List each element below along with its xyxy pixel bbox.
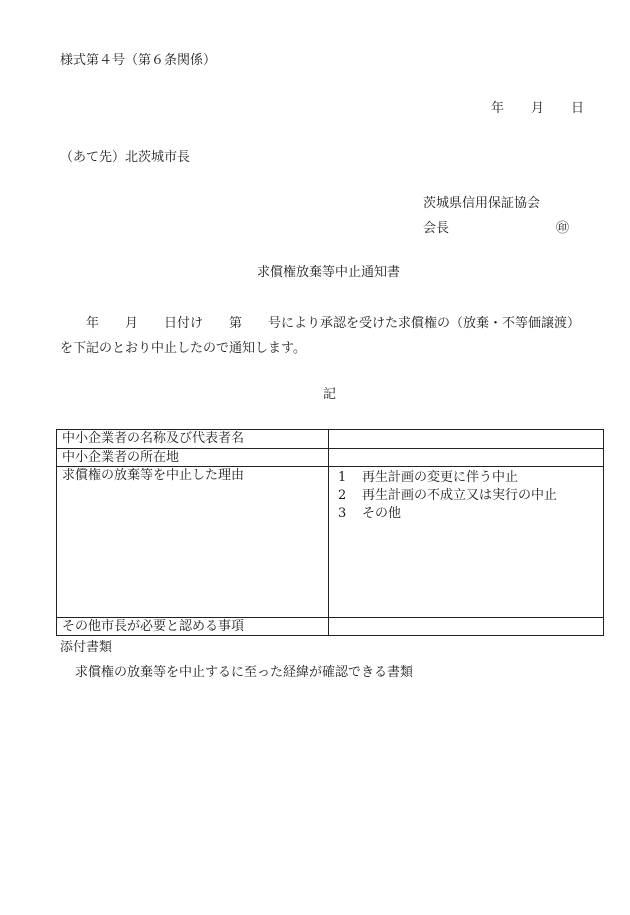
form-number: 様式第４号（第６条関係） [60,53,217,68]
table-label-company-name: 中小企業者の名称及び代表者名 [57,430,329,449]
table-row [57,449,604,467]
reason-options [338,470,598,524]
table-label-reason: 求償権の放棄等を中止した理由 [57,467,329,618]
table-value-company-address [329,449,604,467]
table-value-reason [329,467,604,618]
table-row [57,618,604,636]
reason-option [338,488,598,506]
body-text-line-1: 年 月 日付け 第 号により承認を受けた求償権の（放棄・不等価譲渡） [60,316,581,331]
table-row [57,467,604,618]
attachments-heading: 添付書類 [60,640,113,655]
reason-option-text: 再生計画の変更に伴う中止 [362,470,519,485]
details-table [56,429,604,636]
table-label-other-matters: その他市長が必要と認める事項 [57,618,329,636]
seal-mark: ㊞ [556,221,570,236]
body-text-line-2: を下記のとおり中止したので通知します。 [60,341,306,356]
reason-option-number: 3 [338,506,347,521]
document-title: 求償権放棄等中止通知書 [257,265,401,280]
date-month-label: 月 [531,101,545,116]
reason-option [338,506,598,524]
reason-option-text: その他 [362,506,402,521]
note-heading: 記 [323,387,337,402]
reason-option-number: 1 [338,470,347,485]
addressee: （あて先）北茨城市長 [60,150,191,165]
table-label-company-address: 中小企業者の所在地 [57,449,329,467]
date-year-label: 年 [491,101,505,116]
table-value-other-matters [329,618,604,636]
table-row [57,430,604,449]
reason-option-number: 2 [338,488,347,503]
reason-option-text: 再生計画の不成立又は実行の中止 [362,488,558,503]
date-day-label: 日 [571,101,585,116]
attachment-item: 求償権の放棄等を中止するに至った経緯が確認できる書類 [75,665,414,680]
table-value-company-name [329,430,604,449]
sender-title: 会長 [423,221,450,236]
reason-option [338,470,598,488]
sender-organization: 茨城県信用保証協会 [423,196,541,211]
